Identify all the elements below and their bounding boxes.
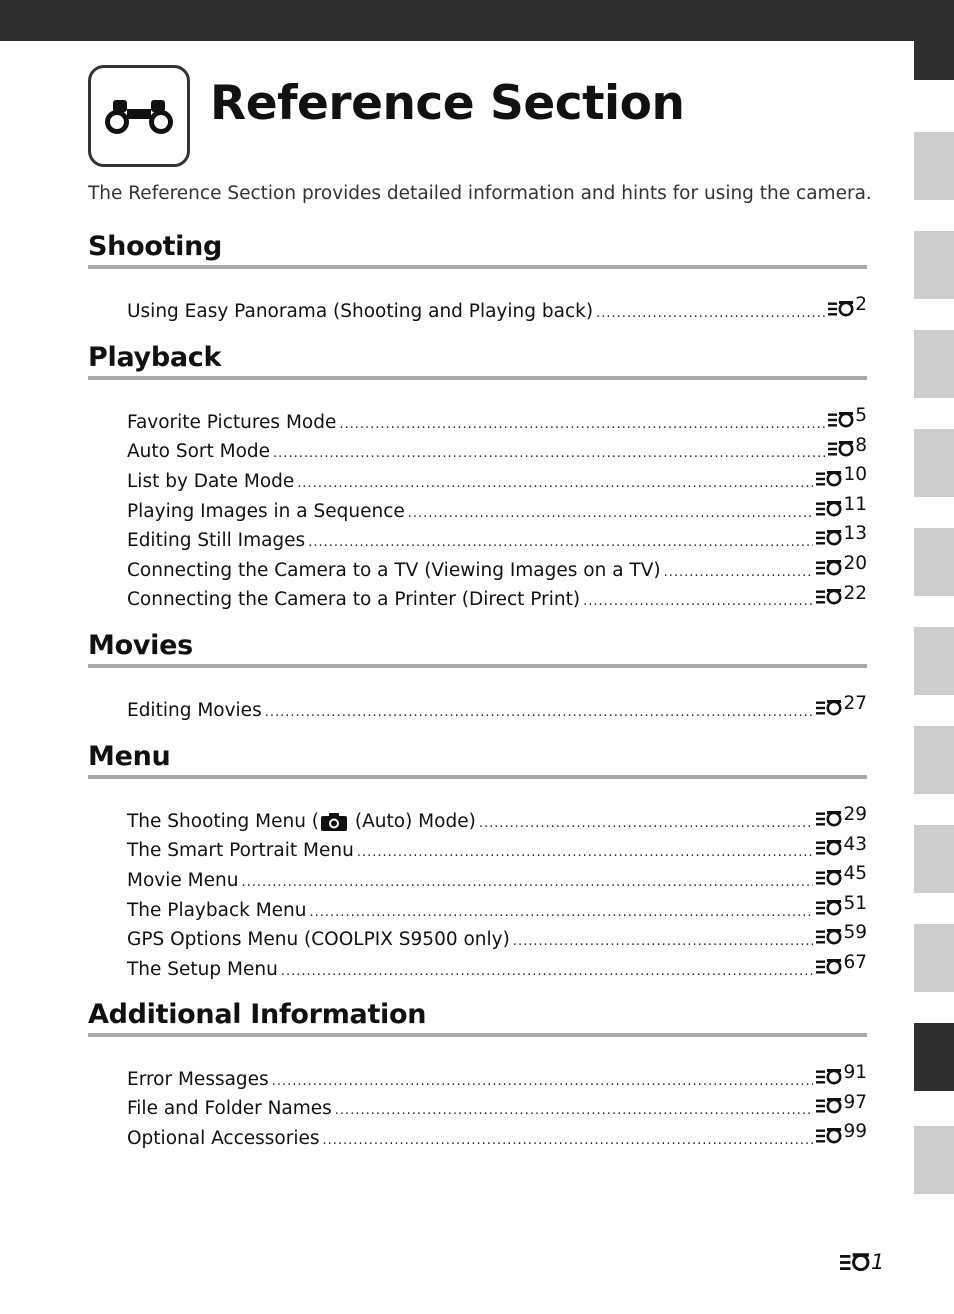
side-tab[interactable] — [914, 132, 954, 200]
toc-entry-page-number: 67 — [843, 951, 867, 973]
toc-entry-page — [816, 830, 867, 860]
dot-leader — [273, 439, 825, 469]
toc-entry-page-number: 10 — [843, 464, 867, 486]
camera-icon — [319, 812, 349, 832]
toc-entry-title: Editing Still Images — [127, 530, 306, 552]
side-tab[interactable] — [914, 528, 954, 596]
toc-entry-page-number: 5 — [855, 405, 867, 426]
toc-entry-page — [816, 1058, 867, 1088]
toc-entry-list — [88, 290, 867, 320]
side-tab[interactable] — [914, 924, 954, 992]
toc-entry-title: Playing Images in a Sequence — [127, 500, 405, 522]
section-title: Movies — [88, 630, 193, 661]
reference-section-icon — [816, 556, 842, 572]
section-title: Menu — [88, 741, 171, 772]
reference-section-icon — [828, 408, 854, 424]
toc-section — [88, 230, 867, 320]
toc-entry-title: Connecting the Camera to a TV (Viewing Images on a TV) — [127, 559, 661, 581]
toc-entry-title — [127, 807, 476, 837]
side-tab-active[interactable] — [914, 1023, 954, 1091]
toc-entry-page — [816, 948, 867, 978]
dot-leader — [596, 299, 825, 329]
toc-entry-page-number: 99 — [843, 1121, 867, 1143]
toc-entry-page-number: 13 — [843, 523, 867, 545]
toc-entry-page — [816, 549, 867, 579]
toc-entry-title: Error Messages — [127, 1068, 269, 1090]
toc-entry-page — [816, 689, 867, 719]
toc-entry-page-number: 45 — [843, 863, 867, 885]
reference-section-icon — [828, 297, 854, 313]
toc-entry-page — [816, 579, 867, 609]
reference-section-icon — [816, 866, 842, 882]
toc-entry-list — [88, 401, 867, 611]
toc-entry-page — [816, 1117, 867, 1147]
toc-entry-page — [816, 519, 867, 549]
toc-section — [88, 740, 867, 978]
footer-page-number — [840, 1250, 884, 1274]
section-divider — [88, 376, 867, 380]
dot-leader — [479, 809, 814, 839]
toc-entry-page-number: 20 — [843, 552, 867, 574]
reference-section-icon — [816, 807, 842, 823]
toc-section — [88, 629, 867, 719]
dot-leader — [281, 957, 814, 987]
reference-section-icon — [816, 467, 842, 483]
side-tab[interactable] — [914, 231, 954, 299]
toc-entry-title: Connecting the Camera to a Printer (Direct Print) — [127, 589, 581, 611]
toc-entry-list — [88, 800, 867, 978]
toc-entry[interactable] — [127, 689, 867, 719]
toc-entry[interactable] — [127, 290, 867, 320]
section-title: Playback — [88, 342, 222, 373]
side-tab[interactable] — [914, 429, 954, 497]
side-tab[interactable] — [914, 1126, 954, 1194]
toc-entry-title: The Playback Menu — [127, 899, 307, 921]
toc-entry-page-number: 11 — [843, 493, 867, 515]
dot-leader — [310, 898, 814, 928]
dot-leader — [339, 410, 825, 440]
reference-section-icon — [816, 1065, 842, 1081]
binoculars-icon — [101, 94, 177, 138]
side-tab[interactable] — [914, 825, 954, 893]
toc-entry-page-number: 51 — [843, 892, 867, 914]
side-tab[interactable] — [914, 627, 954, 695]
reference-section-icon — [816, 1124, 842, 1140]
top-bar — [0, 0, 954, 41]
header-icon-box — [88, 65, 190, 167]
toc-entry-page-number: 29 — [843, 804, 867, 825]
toc-entry-page-number: 97 — [843, 1091, 867, 1113]
reference-section-icon — [816, 896, 842, 912]
toc-entry-page — [816, 918, 867, 948]
toc-entry-page — [816, 460, 867, 490]
toc-entry-title-start: The Shooting Menu ( — [127, 810, 320, 832]
reference-section-icon — [816, 925, 842, 941]
toc-entry-page — [828, 431, 867, 461]
toc-entry-page — [816, 490, 867, 520]
toc-section — [88, 998, 867, 1147]
dot-leader — [323, 1126, 814, 1156]
section-divider — [88, 664, 867, 668]
dot-leader — [265, 698, 814, 728]
toc-entry-title: Auto Sort Mode — [127, 441, 271, 463]
section-divider — [88, 1033, 867, 1037]
dot-leader — [308, 528, 813, 558]
toc-entry-page — [828, 401, 867, 431]
intro-text: The Reference Section provides detailed information and hints for using the camera. — [88, 183, 872, 204]
dot-leader — [408, 499, 814, 529]
reference-section-icon — [816, 526, 842, 542]
toc-entry-title: File and Folder Names — [127, 1098, 332, 1120]
footer-page-label: 1 — [871, 1250, 885, 1274]
toc-entry-title: GPS Options Menu (COOLPIX S9500 only) — [127, 929, 510, 951]
toc-entry-page-number: 2 — [855, 294, 867, 315]
toc-entry-title: The Smart Portrait Menu — [127, 840, 354, 862]
reference-section-icon — [816, 585, 842, 601]
toc-entry-title: Favorite Pictures Mode — [127, 411, 337, 433]
section-divider — [88, 265, 867, 269]
reference-section-icon — [828, 437, 854, 453]
toc-entry-page — [816, 889, 867, 919]
toc-entry-title: Editing Movies — [127, 699, 262, 721]
toc-entry-title: Movie Menu — [127, 869, 239, 891]
toc-entry-page-number: 27 — [843, 693, 867, 714]
reference-section-icon — [816, 1094, 842, 1110]
toc-entry-page — [816, 1088, 867, 1118]
reference-section-icon — [816, 836, 842, 852]
toc-entry-page — [816, 800, 867, 830]
toc-entry-page — [828, 290, 867, 320]
section-title: Shooting — [88, 231, 223, 262]
toc-entry-list — [88, 1058, 867, 1147]
toc-entry-page-number: 91 — [843, 1062, 867, 1083]
reference-section-icon — [816, 955, 842, 971]
toc-entry-list — [88, 689, 867, 719]
reference-section-icon — [816, 696, 842, 712]
side-tab[interactable] — [914, 726, 954, 794]
dot-leader — [272, 1067, 814, 1097]
toc-entry[interactable] — [127, 401, 867, 431]
dot-leader — [664, 558, 814, 588]
toc-entry-title: The Setup Menu — [127, 958, 278, 980]
toc-entry-page-number: 22 — [843, 582, 867, 604]
toc-entry-title: Using Easy Panorama (Shooting and Playing back) — [127, 300, 594, 322]
dot-leader — [335, 1096, 814, 1126]
reference-section-icon — [816, 497, 842, 513]
toc-entry-page-number: 43 — [843, 833, 867, 855]
dot-leader — [357, 838, 814, 868]
top-bar-tab — [914, 41, 954, 80]
section-title: Additional Information — [88, 999, 427, 1030]
page-title: Reference Section — [210, 76, 685, 131]
side-tab[interactable] — [914, 330, 954, 398]
dot-leader — [513, 927, 814, 957]
section-divider — [88, 775, 867, 779]
toc-entry-title-end: (Auto) Mode) — [349, 810, 476, 832]
dot-leader — [241, 868, 813, 898]
reference-section-icon — [840, 1253, 870, 1272]
toc-entry-page — [816, 859, 867, 889]
toc-entry-title: Optional Accessories — [127, 1127, 320, 1149]
toc-entry-page-number: 8 — [855, 434, 867, 456]
dot-leader — [297, 469, 813, 499]
toc-entry[interactable] — [127, 1058, 867, 1088]
toc-section — [88, 341, 867, 611]
toc-entry[interactable] — [127, 800, 867, 830]
toc-entry-title: List by Date Mode — [127, 470, 295, 492]
dot-leader — [583, 587, 813, 617]
toc-entry-page-number: 59 — [843, 922, 867, 944]
